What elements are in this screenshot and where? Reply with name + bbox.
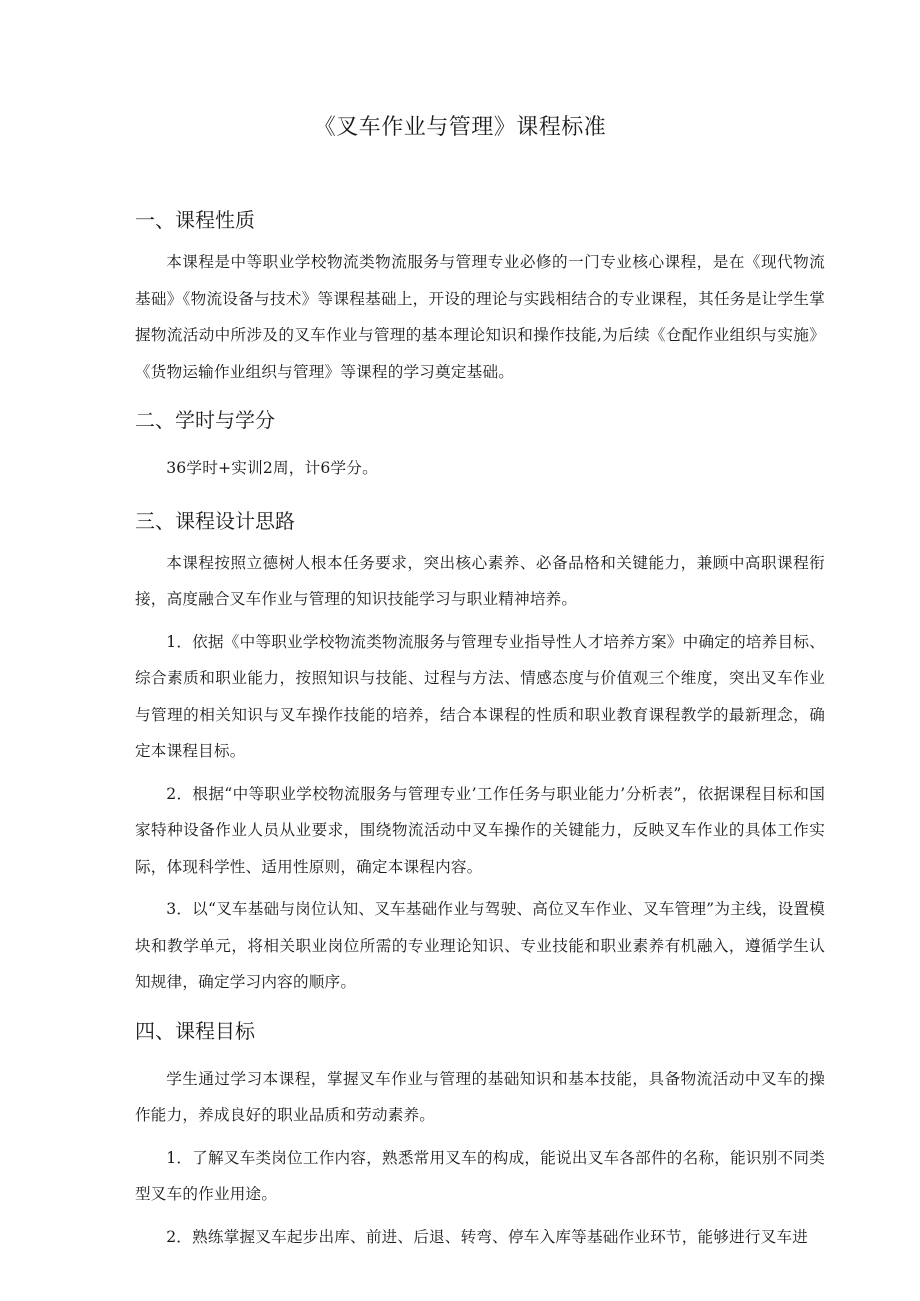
section-heading-nature: 一、课程性质 — [135, 208, 255, 232]
paragraph: 学生通过学习本课程，掌握叉车作业与管理的基础知识和基本技能，具备物流活动中叉车的操作能力，养成良好的职业品质和劳动素养。 — [135, 1069, 825, 1124]
paragraph: 3．以“叉车基础与岗位认知、叉车基础作业与驾驶、高位叉车作业、叉车管理”为主线，设置模块和教学单元，将相关职业岗位所需的专业理论知识、专业技能和职业素养有机融入，遵循学生认知规律，确定学习内容的顺序。 — [135, 900, 825, 991]
paragraph: 本课程是中等职业学校物流类物流服务与管理专业必修的一门专业核心课程，是在《现代物流基础》《物流设备与技术》等课程基础上，开设的理论与实践相结合的专业课程，其任务是让学生掌握物流活动中所涉及的叉车作业与管理的基本理论知识和操作技能,为后续《仓配作业组织与实施》《货物运输作业组织与管理》等课程的学习奠定基础。 — [135, 253, 825, 381]
paragraph: 2．根据“中等职业学校物流服务与管理专业’工作任务与职业能力’分析表”，依据课程目标和国家特种设备作业人员从业要求，围绕物流活动中叉车操作的关键能力，反映叉车作业的具体工作实际，体现科学性、适用性原则，确定本课程内容。 — [135, 784, 825, 876]
section-heading-hours-credits: 二、学时与学分 — [135, 408, 275, 432]
paragraph: 1．了解叉车类岗位工作内容，熟悉常用叉车的构成，能说出叉车各部件的名称，能识别不同类型叉车的作业用途。 — [135, 1148, 825, 1203]
section-heading-design-idea: 三、课程设计思路 — [135, 508, 295, 533]
paragraph: 本课程按照立德树人根本任务要求，突出核心素养、必备品格和关键能力，兼顾中高职课程衔接，高度融合叉车作业与管理的知识技能学习与职业精神培养。 — [135, 553, 825, 608]
paragraph: 2．熟练掌握叉车起步出库、前进、后退、转弯、停车入库等基础作业环节，能够进行叉车进 — [166, 1227, 809, 1246]
section-heading-objectives: 四、课程目标 — [135, 1018, 255, 1043]
paragraph: 1．依据《中等职业学校物流类物流服务与管理专业指导性人才培养方案》中确定的培养目标、综合素质和职业能力，按照知识与技能、过程与方法、情感态度与价值观三个维度，突出叉车作业与管理的相关知识与叉车操作技能的培养，结合本课程的性质和职业教育课程教学的最新理念，确定本课程目标。 — [135, 632, 825, 760]
paragraph: 36学时+实训2周，计6学分。 — [166, 459, 378, 477]
document-title: 《叉车作业与管理》课程标准 — [313, 115, 607, 140]
document-body — [135, 196, 825, 1255]
